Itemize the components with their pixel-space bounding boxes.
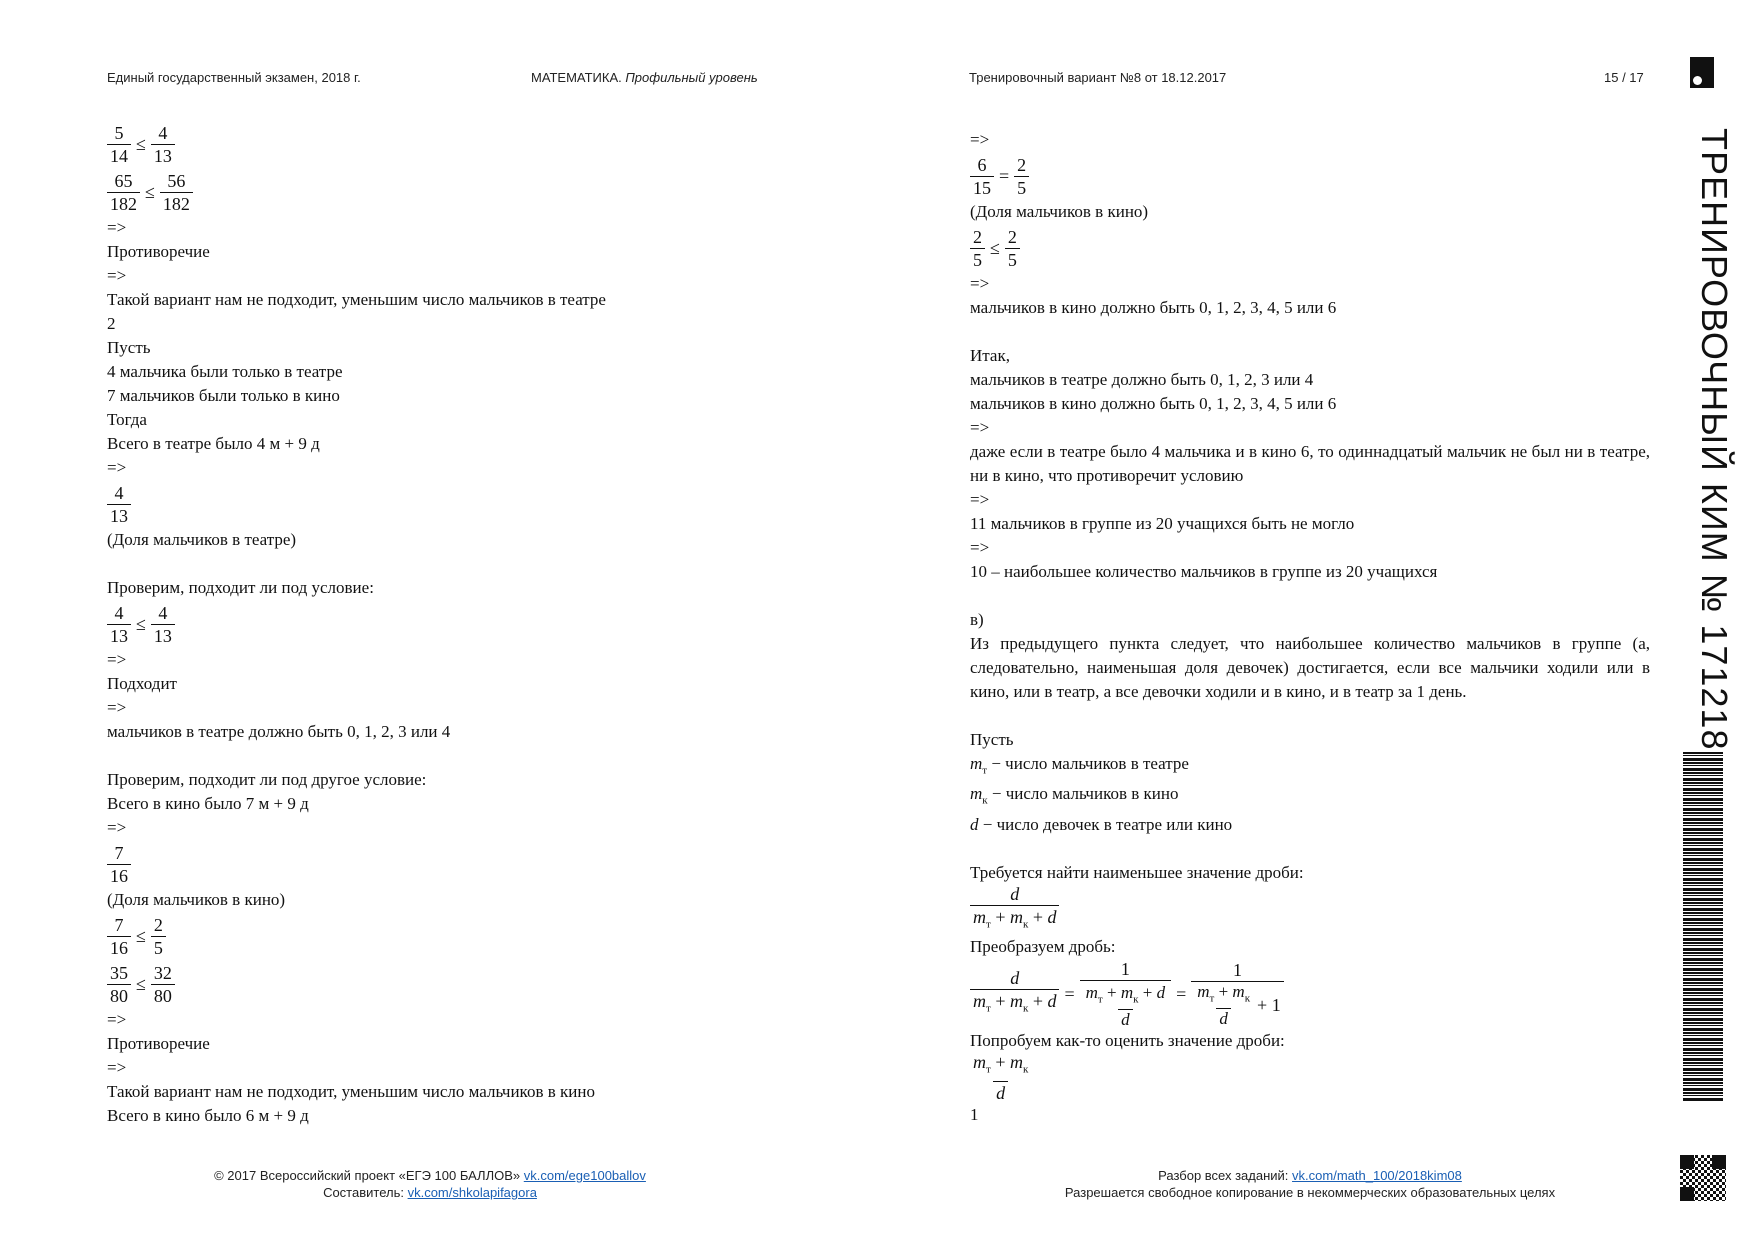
fraction-inequality: $\frac{2}{5}$ ≤ $\frac{2}{5}$: [970, 224, 1650, 272]
fraction: $\frac{4}{13}$: [107, 480, 767, 528]
text-line: 7 мальчиков были только в кино: [107, 386, 340, 405]
text-line: Пусть: [970, 730, 1014, 749]
text-paragraph: Из предыдущего пункта следует, что наибольшее количество мальчиков в группе (а, следовательно, наименьшая доля девочек) достигается, если все мальчики ходили или в кино, или в театр, а все девочки ходили и в кино, и в театр за 1 день.: [970, 634, 1650, 701]
implies-arrow: =>: [970, 538, 990, 557]
implies-arrow: =>: [107, 458, 127, 477]
text-line: мальчиков в кино должно быть 0, 1, 2, 3, 4, 5 или 6: [970, 394, 1337, 413]
text-line: Такой вариант нам не подходит, уменьшим число мальчиков в театре: [107, 290, 606, 309]
implies-arrow: =>: [970, 274, 990, 293]
text-line: 4 мальчика были только в театре: [107, 362, 343, 381]
side-title: ТРЕНИРОВОЧНЫЙ КИМ № 171218: [1694, 128, 1735, 751]
estimate-fraction: $\frac{m_т + m_к}{d}$: [973, 1052, 1029, 1104]
implies-arrow: =>: [107, 1010, 127, 1029]
text-line: Противоречие: [107, 242, 210, 261]
text-line: Попробуем как-то оценить значение дроби:: [970, 1030, 1285, 1050]
text-line: Требуется найти наименьшее значение дроби:: [970, 862, 1304, 882]
text-line: Преобразуем дробь:: [970, 936, 1116, 956]
text-line: Всего в театре было 4 м + 9 д: [107, 434, 320, 453]
fraction: $\frac{7}{16}$: [107, 840, 767, 888]
text-line: (Доля мальчиков в театре): [107, 530, 297, 549]
qr-code: [1680, 1155, 1726, 1201]
text-line: Итак,: [970, 346, 1010, 365]
text-line: Такой вариант нам не подходит, уменьшим число мальчиков в кино: [107, 1082, 595, 1101]
implies-arrow: =>: [107, 818, 127, 837]
text-line: (Доля мальчиков в кино): [107, 890, 286, 909]
implies-arrow: =>: [107, 1058, 127, 1077]
text-line: Проверим, подходит ли под условие:: [107, 578, 374, 597]
page-number: 15 / 17: [1604, 70, 1644, 85]
implies-arrow: =>: [107, 698, 127, 717]
text-line: 2: [107, 314, 116, 333]
header-left: Единый государственный экзамен, 2018 г.: [107, 70, 361, 85]
header-variant: Тренировочный вариант №8 от 18.12.2017: [969, 70, 1227, 85]
fraction-inequality: $\frac{65}{182}$ ≤ $\frac{56}{182}$: [107, 168, 767, 216]
transformed-fraction: $\frac{d}{m_т + m_к + d}$ = $\frac{1}{\frac{m_т + m_к + d}{d}}$ = 1 $\frac{m_т + m_к}{d}$ + 1: [970, 959, 1650, 1029]
text-line: (Доля мальчиков в кино): [970, 202, 1149, 221]
header-subject-level: Профильный уровень: [625, 70, 758, 85]
implies-arrow: =>: [107, 266, 127, 285]
text-line: Всего в кино было 7 м + 9 д: [107, 794, 309, 813]
fraction-inequality: $\frac{35}{80}$ ≤ $\frac{32}{80}$: [107, 960, 767, 1008]
text-line: мальчиков в театре должно быть 0, 1, 2, 3 или 4: [970, 370, 1314, 389]
definition-d: d − число девочек в театре или кино: [970, 814, 1233, 834]
text-line: Проверим, подходит ли под другое условие:: [107, 770, 427, 789]
text-line: 1: [970, 1104, 979, 1124]
text-line: 10 – наибольшее количество мальчиков в группе из 20 учащихся: [970, 562, 1438, 581]
corner-marker-dot: [1693, 76, 1702, 85]
text-line: Противоречие: [107, 1034, 210, 1053]
footer-link-analysis[interactable]: vk.com/math_100/2018kim08: [1292, 1168, 1462, 1183]
implies-arrow: =>: [107, 218, 127, 237]
right-column: [970, 128, 1650, 1127]
implies-arrow: =>: [970, 418, 990, 437]
implies-arrow: =>: [970, 130, 990, 149]
text-paragraph: даже если в театре было 4 мальчика и в кино 6, то одиннадцатый мальчик не был ни в театре, ни в кино, что противоречит условию: [970, 442, 1650, 485]
footer-link-ege100[interactable]: vk.com/ege100ballov: [523, 1168, 646, 1183]
part-label: в): [970, 610, 984, 629]
footer-right: Разбор всех заданий: vk.com/math_100/2018kim08 Разрешается свободное копирование в некоммерческих образовательных целях: [1064, 1168, 1556, 1200]
target-fraction: $\frac{d}{m_т + m_к + d}$: [970, 885, 1650, 935]
barcode: [1683, 752, 1723, 1102]
fraction-equality: $\frac{6}{15}$ = $\frac{2}{5}$: [970, 152, 1650, 200]
text-line: Пусть: [107, 338, 151, 357]
fraction-inequality: $\frac{4}{13}$ ≤ $\frac{4}{13}$: [107, 600, 767, 648]
implies-arrow: =>: [107, 650, 127, 669]
text-line: Тогда: [107, 410, 147, 429]
footer-link-compiler[interactable]: vk.com/shkolapifagora: [407, 1185, 537, 1200]
left-column: [107, 120, 767, 1128]
fraction-inequality: $\frac{7}{16}$ ≤ $\frac{2}{5}$: [107, 912, 767, 960]
fraction-inequality: $\frac{5}{14}$ ≤ $\frac{4}{13}$: [107, 120, 767, 168]
text-line: Подходит: [107, 674, 177, 693]
header-subject-name: МАТЕМАТИКА.: [531, 70, 622, 85]
text-line: мальчиков в театре должно быть 0, 1, 2, 3 или 4: [107, 722, 451, 741]
footer-left: © 2017 Всероссийский проект «ЕГЭ 100 БАЛЛОВ» vk.com/ege100ballov Составитель: vk.com/shkolapifagora: [214, 1168, 646, 1200]
definition-mk: $m_к$ − число мальчиков в кино: [970, 784, 1179, 807]
definition-mt: $m_т$ − число мальчиков в театре: [970, 754, 1189, 777]
header-subject: [531, 70, 758, 85]
text-line: мальчиков в кино должно быть 0, 1, 2, 3, 4, 5 или 6: [970, 298, 1337, 317]
implies-arrow: =>: [970, 490, 990, 509]
text-line: Всего в кино было 6 м + 9 д: [107, 1106, 309, 1125]
text-line: 11 мальчиков в группе из 20 учащихся быть не могло: [970, 514, 1355, 533]
